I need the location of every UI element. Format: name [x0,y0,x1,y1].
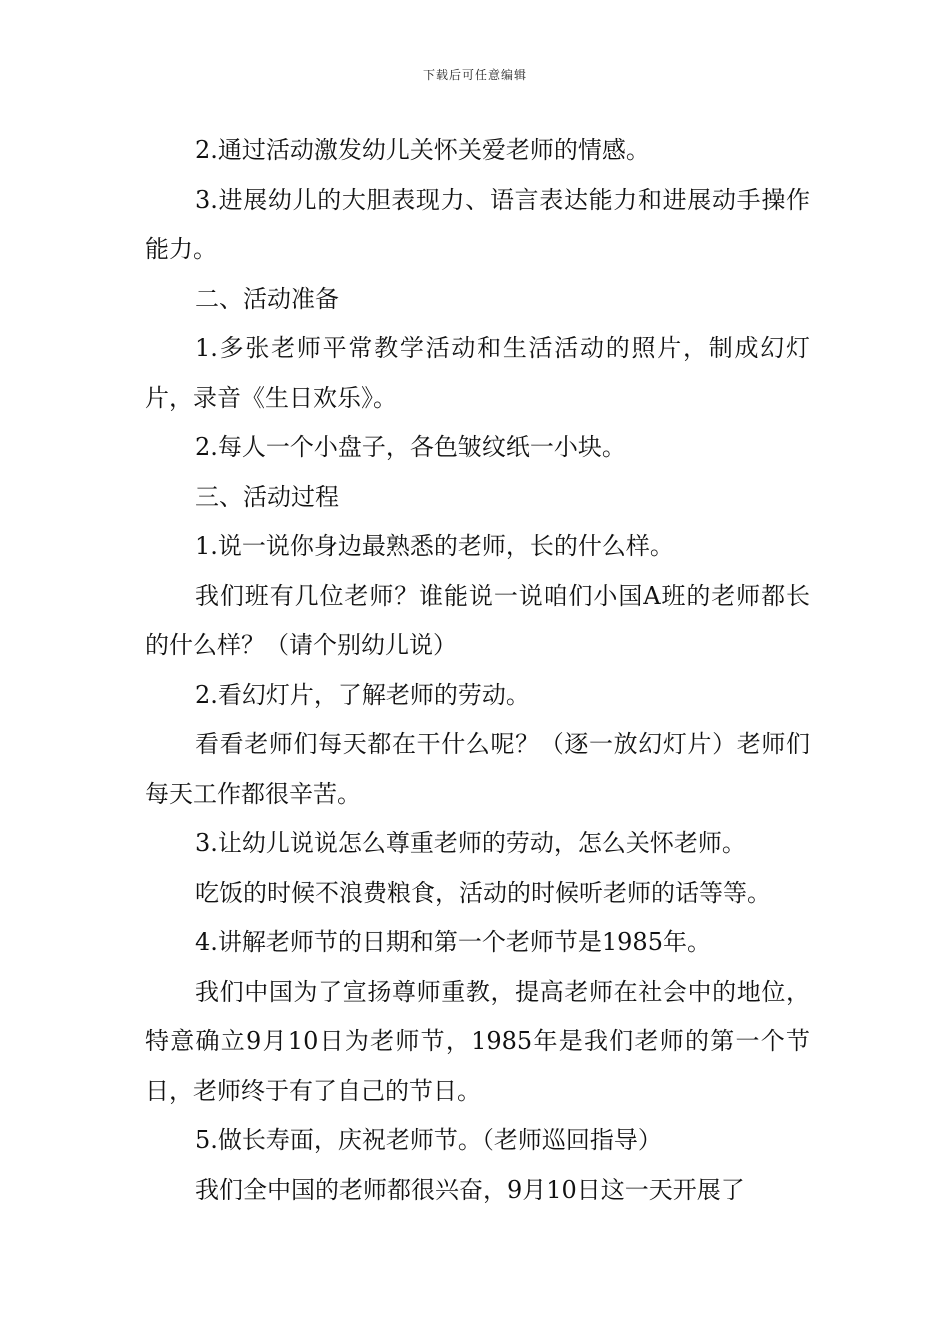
paragraph-step-3-detail: 吃饭的时候不浪费粮食，活动的时候听老师的话等等。 [195,878,771,907]
paragraph-step-1-detail: 我们班有几位老师？谁能说一说咱们小国A班的老师都长的什么样？（请个别幼儿说） [145,581,810,659]
paragraph-step-3: 3.让幼儿说说怎么尊重老师的劳动，怎么关怀老师。 [195,829,746,857]
paragraph-goal-3: 3.进展幼儿的大胆表现力、语言表达能力和进展动手操作能力。 [145,185,810,263]
page-header: 下载后可任意编辑 [422,68,527,82]
paragraph-prep-2: 2.每人一个小盘子，各色皱纹纸一小块。 [195,433,626,461]
paragraph-step-5-detail: 我们全中国的老师都很兴奋，9月10日这一天开展了 [195,1175,745,1204]
document-body [145,126,810,1215]
paragraph-step-2-detail: 看看老师们每天都在干什么呢？（逐一放幻灯片）老师们每天工作都很辛苦。 [145,730,810,808]
paragraph-step-4: 4.讲解老师节的日期和第一个老师节是1985年。 [195,928,711,956]
section-heading-process: 三、活动过程 [195,482,339,511]
section-heading-preparation: 二、活动准备 [195,284,339,313]
paragraph-step-4-detail: 我们中国为了宣扬尊师重教，提高老师在社会中的地位，特意确立9月10日为老师节，1985年是我们老师的第一个节日，老师终于有了自己的节日。 [145,977,810,1105]
paragraph-prep-1: 1.多张老师平常教学活动和生活活动的照片，制成幻灯片，录音《生日欢乐》。 [145,334,810,412]
paragraph-step-5: 5.做长寿面，庆祝老师节。（老师巡回指导） [195,1126,662,1154]
paragraph-step-1: 1.说一说你身边最熟悉的老师，长的什么样。 [195,532,674,560]
paragraph-goal-2: 2.通过活动激发幼儿关怀关爱老师的情感。 [195,136,650,164]
paragraph-step-2: 2.看幻灯片，了解老师的劳动。 [195,680,530,709]
